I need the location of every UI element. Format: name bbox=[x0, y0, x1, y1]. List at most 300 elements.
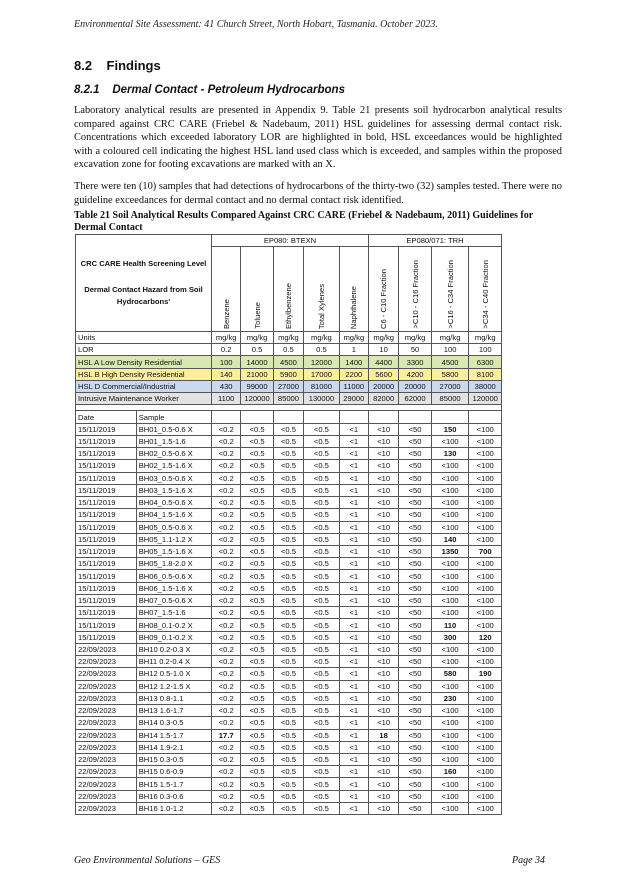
column-header: >C10 - C16 Fraction bbox=[399, 247, 431, 332]
result-cell: <50 bbox=[399, 448, 431, 460]
result-cell: <10 bbox=[368, 631, 398, 643]
result-cell: <100 bbox=[469, 472, 502, 484]
result-cell: <0.5 bbox=[273, 656, 303, 668]
result-cell: <0.2 bbox=[212, 778, 241, 790]
result-cell: <0.5 bbox=[241, 668, 273, 680]
result-cell: <50 bbox=[399, 594, 431, 606]
date-header: Date bbox=[76, 411, 137, 423]
result-cell: <100 bbox=[431, 729, 469, 741]
units-cell: mg/kg bbox=[241, 332, 273, 344]
result-cell: <50 bbox=[399, 778, 431, 790]
sample-id: BH06_0.5-0.6 X bbox=[136, 570, 211, 582]
result-cell: <0.2 bbox=[212, 472, 241, 484]
sample-id: BH12 0.5-1.0 X bbox=[136, 668, 211, 680]
table-row bbox=[76, 631, 502, 643]
sample-id: BH09_0.1-0.2 X bbox=[136, 631, 211, 643]
result-cell: <1 bbox=[339, 668, 368, 680]
result-cell: <0.5 bbox=[304, 607, 340, 619]
units-cell: mg/kg bbox=[212, 332, 241, 344]
guideline-value: 430 bbox=[212, 380, 241, 392]
result-cell: <0.2 bbox=[212, 448, 241, 460]
hazard-title: CRC CARE Health Screening Level bbox=[80, 259, 207, 268]
result-cell: <0.5 bbox=[241, 582, 273, 594]
result-cell: <1 bbox=[339, 656, 368, 668]
sample-id: BH05_1.1-1.2 X bbox=[136, 533, 211, 545]
result-cell: <0.5 bbox=[304, 472, 340, 484]
sample-id: BH11 0.2-0.4 X bbox=[136, 656, 211, 668]
result-cell: <0.5 bbox=[273, 631, 303, 643]
sample-id: BH15 0.6-0.9 bbox=[136, 766, 211, 778]
result-cell: <0.5 bbox=[304, 423, 340, 435]
units-cell: mg/kg bbox=[431, 332, 469, 344]
result-cell: <0.5 bbox=[241, 802, 273, 814]
table-row bbox=[76, 656, 502, 668]
table-row bbox=[76, 558, 502, 570]
result-cell: <1 bbox=[339, 460, 368, 472]
result-cell: <0.5 bbox=[241, 717, 273, 729]
units-cell: mg/kg bbox=[339, 332, 368, 344]
result-cell: <0.2 bbox=[212, 668, 241, 680]
sample-date: 15/11/2019 bbox=[76, 582, 137, 594]
result-cell: <10 bbox=[368, 472, 398, 484]
lor-cell: 1 bbox=[339, 344, 368, 356]
guideline-value: 21000 bbox=[241, 368, 273, 380]
sample-date: 22/09/2023 bbox=[76, 778, 137, 790]
table-row bbox=[76, 545, 502, 557]
guideline-label: Intrusive Maintenance Worker bbox=[76, 393, 212, 405]
guideline-label: HSL D Commercial/Industrial bbox=[76, 380, 212, 392]
result-cell: <100 bbox=[431, 558, 469, 570]
result-cell: <1 bbox=[339, 790, 368, 802]
result-cell: <0.5 bbox=[304, 619, 340, 631]
result-cell: <100 bbox=[469, 766, 502, 778]
result-cell: <0.2 bbox=[212, 435, 241, 447]
result-cell: <100 bbox=[431, 435, 469, 447]
result-cell: <0.5 bbox=[273, 766, 303, 778]
result-cell: <50 bbox=[399, 570, 431, 582]
result-cell: <50 bbox=[399, 582, 431, 594]
result-cell: <0.5 bbox=[273, 545, 303, 557]
sample-id: BH05_1.5-1.6 X bbox=[136, 545, 211, 557]
sample-id: BH13 1.6-1.7 bbox=[136, 705, 211, 717]
guideline-value: 62000 bbox=[399, 393, 431, 405]
table-row bbox=[76, 692, 502, 704]
lor-cell: 10 bbox=[368, 344, 398, 356]
result-cell: <0.5 bbox=[273, 741, 303, 753]
result-cell: <0.2 bbox=[212, 766, 241, 778]
result-cell: <0.5 bbox=[241, 619, 273, 631]
result-cell: <100 bbox=[469, 460, 502, 472]
group-header-trh: EP080/071: TRH bbox=[368, 235, 501, 247]
table-row bbox=[76, 753, 502, 765]
empty-cell bbox=[241, 411, 273, 423]
sample-date: 15/11/2019 bbox=[76, 423, 137, 435]
sample-date: 15/11/2019 bbox=[76, 521, 137, 533]
sample-date: 15/11/2019 bbox=[76, 607, 137, 619]
result-cell: 130 bbox=[431, 448, 469, 460]
result-cell: <50 bbox=[399, 545, 431, 557]
sample-date: 15/11/2019 bbox=[76, 509, 137, 521]
result-cell: <0.2 bbox=[212, 680, 241, 692]
lor-cell: 0.5 bbox=[273, 344, 303, 356]
sample-id: BH07_1.5-1.6 bbox=[136, 607, 211, 619]
result-cell: <100 bbox=[431, 509, 469, 521]
result-cell: <0.5 bbox=[304, 802, 340, 814]
sample-date: 15/11/2019 bbox=[76, 619, 137, 631]
table-row bbox=[76, 607, 502, 619]
result-cell: <100 bbox=[469, 484, 502, 496]
group-header-btexn: EP080: BTEXN bbox=[212, 235, 369, 247]
table-row bbox=[76, 790, 502, 802]
result-cell: <100 bbox=[431, 753, 469, 765]
result-cell: <100 bbox=[469, 533, 502, 545]
sample-date: 15/11/2019 bbox=[76, 594, 137, 606]
result-cell: <0.5 bbox=[241, 692, 273, 704]
empty-cell bbox=[273, 411, 303, 423]
lor-row bbox=[76, 344, 502, 356]
result-cell: <0.5 bbox=[304, 656, 340, 668]
sample-id: BH03_0.5-0.6 X bbox=[136, 472, 211, 484]
result-cell: <0.5 bbox=[241, 790, 273, 802]
units-cell: mg/kg bbox=[304, 332, 340, 344]
guideline-value: 29000 bbox=[339, 393, 368, 405]
result-cell: <0.5 bbox=[273, 509, 303, 521]
result-cell: <0.2 bbox=[212, 692, 241, 704]
guideline-value: 5800 bbox=[431, 368, 469, 380]
result-cell: <100 bbox=[469, 680, 502, 692]
result-cell: <10 bbox=[368, 582, 398, 594]
result-cell: <1 bbox=[339, 448, 368, 460]
result-cell: <0.5 bbox=[304, 509, 340, 521]
guideline-value: 100 bbox=[212, 356, 241, 368]
result-cell: <1 bbox=[339, 607, 368, 619]
lor-cell: 0.5 bbox=[241, 344, 273, 356]
result-cell: <10 bbox=[368, 607, 398, 619]
result-cell: <100 bbox=[469, 790, 502, 802]
result-cell: <10 bbox=[368, 692, 398, 704]
sample-date: 22/09/2023 bbox=[76, 790, 137, 802]
result-cell: <0.2 bbox=[212, 558, 241, 570]
sample-id: BH02_0.5-0.6 X bbox=[136, 448, 211, 460]
result-cell: <50 bbox=[399, 607, 431, 619]
result-cell: <100 bbox=[469, 497, 502, 509]
result-cell: <50 bbox=[399, 802, 431, 814]
section-number: 8.2 bbox=[74, 58, 93, 73]
empty-cell bbox=[431, 411, 469, 423]
guideline-value: 14000 bbox=[241, 356, 273, 368]
sample-id: BH05_0.5-0.6 X bbox=[136, 521, 211, 533]
result-cell: <0.5 bbox=[273, 717, 303, 729]
result-cell: <0.5 bbox=[273, 472, 303, 484]
guideline-value: 99000 bbox=[241, 380, 273, 392]
sample-id: BH15 1.5-1.7 bbox=[136, 778, 211, 790]
result-cell: <100 bbox=[431, 582, 469, 594]
result-cell: <100 bbox=[469, 509, 502, 521]
result-cell: <1 bbox=[339, 631, 368, 643]
result-cell: <1 bbox=[339, 497, 368, 509]
result-cell: <1 bbox=[339, 778, 368, 790]
result-cell: <10 bbox=[368, 570, 398, 582]
result-cell: <10 bbox=[368, 509, 398, 521]
guideline-value: 5600 bbox=[368, 368, 398, 380]
guideline-value: 11000 bbox=[339, 380, 368, 392]
lor-cell: 0.2 bbox=[212, 344, 241, 356]
result-cell: <50 bbox=[399, 766, 431, 778]
result-cell: <10 bbox=[368, 533, 398, 545]
guideline-value: 20000 bbox=[368, 380, 398, 392]
sample-date: 15/11/2019 bbox=[76, 533, 137, 545]
result-cell: <10 bbox=[368, 717, 398, 729]
guideline-value: 120000 bbox=[241, 393, 273, 405]
result-cell: <50 bbox=[399, 533, 431, 545]
result-cell: <100 bbox=[469, 619, 502, 631]
result-cell: <0.5 bbox=[304, 533, 340, 545]
result-cell: <50 bbox=[399, 741, 431, 753]
result-cell: <0.2 bbox=[212, 619, 241, 631]
sample-header-row bbox=[76, 411, 502, 423]
result-cell: <1 bbox=[339, 594, 368, 606]
guideline-value: 1400 bbox=[339, 356, 368, 368]
guideline-value: 4200 bbox=[399, 368, 431, 380]
guideline-value: 82000 bbox=[368, 393, 398, 405]
sample-id: BH14 1.5-1.7 bbox=[136, 729, 211, 741]
result-cell: <100 bbox=[469, 705, 502, 717]
guideline-value: 8100 bbox=[469, 368, 502, 380]
subsection-number: 8.2.1 bbox=[74, 84, 100, 96]
result-cell: <100 bbox=[431, 656, 469, 668]
result-cell: <0.2 bbox=[212, 484, 241, 496]
result-cell: <50 bbox=[399, 643, 431, 655]
result-cell: <100 bbox=[469, 656, 502, 668]
sample-date: 22/09/2023 bbox=[76, 656, 137, 668]
guideline-value: 1100 bbox=[212, 393, 241, 405]
result-cell: <0.5 bbox=[273, 778, 303, 790]
result-cell: <1 bbox=[339, 717, 368, 729]
column-header: C6 - C10 Fraction bbox=[368, 247, 398, 332]
result-cell: <100 bbox=[469, 448, 502, 460]
sample-date: 22/09/2023 bbox=[76, 753, 137, 765]
guideline-value: 4500 bbox=[431, 356, 469, 368]
result-cell: <50 bbox=[399, 484, 431, 496]
section-title: Findings bbox=[106, 58, 161, 73]
result-cell: <10 bbox=[368, 778, 398, 790]
result-cell: <100 bbox=[469, 729, 502, 741]
result-cell: <0.2 bbox=[212, 570, 241, 582]
sample-id: BH16 0.3-0.6 bbox=[136, 790, 211, 802]
sample-date: 15/11/2019 bbox=[76, 435, 137, 447]
guideline-value: 12000 bbox=[304, 356, 340, 368]
sample-date: 22/09/2023 bbox=[76, 643, 137, 655]
result-cell: <10 bbox=[368, 802, 398, 814]
result-cell: <50 bbox=[399, 435, 431, 447]
result-cell: <50 bbox=[399, 497, 431, 509]
result-cell: <100 bbox=[469, 558, 502, 570]
result-cell: <50 bbox=[399, 423, 431, 435]
result-cell: <0.5 bbox=[304, 582, 340, 594]
result-cell: <0.5 bbox=[304, 497, 340, 509]
result-cell: <0.5 bbox=[273, 692, 303, 704]
sample-date: 15/11/2019 bbox=[76, 545, 137, 557]
result-cell: <1 bbox=[339, 509, 368, 521]
summary-paragraph: There were ten (10) samples that had detections of hydrocarbons of the thirty-two (32) samples tested. There were no guideline exceedances for dermal contact and no dermal contact risk identified. bbox=[74, 181, 562, 206]
result-cell: <10 bbox=[368, 680, 398, 692]
table-row bbox=[76, 448, 502, 460]
result-cell: <0.2 bbox=[212, 717, 241, 729]
result-cell: <0.5 bbox=[273, 607, 303, 619]
result-cell: <50 bbox=[399, 790, 431, 802]
result-cell: <100 bbox=[469, 521, 502, 533]
result-cell: <0.2 bbox=[212, 460, 241, 472]
guideline-value: 85000 bbox=[273, 393, 303, 405]
result-cell: 110 bbox=[431, 619, 469, 631]
sample-date: 15/11/2019 bbox=[76, 472, 137, 484]
result-cell: <10 bbox=[368, 753, 398, 765]
result-cell: <0.5 bbox=[273, 533, 303, 545]
guideline-value: 27000 bbox=[273, 380, 303, 392]
result-cell: <50 bbox=[399, 509, 431, 521]
result-cell: <0.5 bbox=[304, 435, 340, 447]
result-cell: 150 bbox=[431, 423, 469, 435]
result-cell: <10 bbox=[368, 435, 398, 447]
sample-id: BH14 1.9-2.1 bbox=[136, 741, 211, 753]
result-cell: <10 bbox=[368, 766, 398, 778]
footer-company: Geo Environmental Solutions – GES bbox=[74, 855, 221, 866]
guideline-value: 4400 bbox=[368, 356, 398, 368]
result-cell: 1350 bbox=[431, 545, 469, 557]
result-cell: <100 bbox=[431, 680, 469, 692]
table-row bbox=[76, 484, 502, 496]
table-row bbox=[76, 766, 502, 778]
result-cell: <0.5 bbox=[304, 558, 340, 570]
empty-cell bbox=[304, 411, 340, 423]
result-cell: <0.2 bbox=[212, 705, 241, 717]
guideline-row bbox=[76, 368, 502, 380]
result-cell: <0.2 bbox=[212, 802, 241, 814]
empty-cell bbox=[399, 411, 431, 423]
result-cell: <10 bbox=[368, 497, 398, 509]
result-cell: <100 bbox=[431, 594, 469, 606]
result-cell: <0.5 bbox=[273, 594, 303, 606]
result-cell: <0.5 bbox=[304, 521, 340, 533]
result-cell: <1 bbox=[339, 533, 368, 545]
result-cell: <0.5 bbox=[304, 753, 340, 765]
result-cell: <0.5 bbox=[241, 521, 273, 533]
result-cell: <0.5 bbox=[241, 680, 273, 692]
result-cell: <1 bbox=[339, 680, 368, 692]
result-cell: <1 bbox=[339, 802, 368, 814]
table-row bbox=[76, 472, 502, 484]
result-cell: <0.2 bbox=[212, 643, 241, 655]
lor-cell: 0.5 bbox=[304, 344, 340, 356]
result-cell: <100 bbox=[469, 778, 502, 790]
result-cell: 120 bbox=[469, 631, 502, 643]
sample-date: 15/11/2019 bbox=[76, 631, 137, 643]
lor-cell: 50 bbox=[399, 344, 431, 356]
units-cell: mg/kg bbox=[399, 332, 431, 344]
intro-paragraph: Laboratory analytical results are presented in Appendix 9. Table 21 presents soil hydrocarbon analytical results compared against CRC CARE (Friebel & Nadebaum, 2011) HSL guidelines for assessing dermal contact risk. Concentrations which exceeded laboratory LOR are highlighted in bold, HSL exceedances would be highlighted with a coloured cell indicating the highest HSL land used class which is exceeded, and samples within the proposed excavation zone for footing excavations are marked with an X. bbox=[74, 105, 562, 171]
result-cell: 140 bbox=[431, 533, 469, 545]
table-row bbox=[76, 717, 502, 729]
result-cell: <0.5 bbox=[304, 668, 340, 680]
result-cell: <100 bbox=[469, 717, 502, 729]
result-cell: <0.2 bbox=[212, 533, 241, 545]
result-cell: <10 bbox=[368, 460, 398, 472]
result-cell: <100 bbox=[431, 460, 469, 472]
result-cell: <0.5 bbox=[241, 558, 273, 570]
result-cell: <10 bbox=[368, 619, 398, 631]
sample-date: 15/11/2019 bbox=[76, 448, 137, 460]
hazard-header-cell bbox=[76, 235, 212, 332]
result-cell: <0.5 bbox=[241, 594, 273, 606]
table-row bbox=[76, 509, 502, 521]
result-cell: <0.2 bbox=[212, 521, 241, 533]
result-cell: <100 bbox=[431, 705, 469, 717]
result-cell: <100 bbox=[469, 435, 502, 447]
column-header: Toluene bbox=[241, 247, 273, 332]
result-cell: <50 bbox=[399, 619, 431, 631]
result-cell: <1 bbox=[339, 570, 368, 582]
result-cell: <10 bbox=[368, 741, 398, 753]
result-cell: <0.5 bbox=[273, 558, 303, 570]
units-row bbox=[76, 332, 502, 344]
result-cell: <10 bbox=[368, 668, 398, 680]
result-cell: <0.5 bbox=[241, 460, 273, 472]
result-cell: <0.5 bbox=[304, 545, 340, 557]
result-cell: <50 bbox=[399, 717, 431, 729]
result-cell: <1 bbox=[339, 558, 368, 570]
result-cell: 17.7 bbox=[212, 729, 241, 741]
result-cell: <0.5 bbox=[304, 729, 340, 741]
column-header: >C34 - C40 Fraction bbox=[469, 247, 502, 332]
result-cell: 160 bbox=[431, 766, 469, 778]
guideline-value: 85000 bbox=[431, 393, 469, 405]
result-cell: <1 bbox=[339, 484, 368, 496]
column-header: Total Xylenes bbox=[304, 247, 340, 332]
result-cell: <0.5 bbox=[273, 790, 303, 802]
table-caption: Table 21 Soil Analytical Results Compared Against CRC CARE (Friebel & Nadebaum, 2011) Guidelines for Dermal Contact bbox=[74, 210, 534, 233]
result-cell: <10 bbox=[368, 521, 398, 533]
table-row bbox=[76, 594, 502, 606]
result-cell: <0.5 bbox=[273, 753, 303, 765]
result-cell: <1 bbox=[339, 619, 368, 631]
result-cell: <0.5 bbox=[304, 692, 340, 704]
result-cell: <100 bbox=[431, 484, 469, 496]
result-cell: <50 bbox=[399, 680, 431, 692]
result-cell: <100 bbox=[469, 692, 502, 704]
result-cell: <0.5 bbox=[273, 680, 303, 692]
result-cell: <100 bbox=[431, 741, 469, 753]
sample-header: Sample bbox=[136, 411, 211, 423]
result-cell: <100 bbox=[469, 802, 502, 814]
result-cell: <10 bbox=[368, 790, 398, 802]
sample-id: BH01_1.5-1.6 bbox=[136, 435, 211, 447]
sample-id: BH06_1.5-1.6 X bbox=[136, 582, 211, 594]
sample-date: 15/11/2019 bbox=[76, 558, 137, 570]
sample-id: BH14 0.3-0.5 bbox=[136, 717, 211, 729]
units-label: Units bbox=[76, 332, 212, 344]
guideline-label: HSL A Low Density Residential bbox=[76, 356, 212, 368]
guideline-value: 2200 bbox=[339, 368, 368, 380]
guideline-value: 130000 bbox=[304, 393, 340, 405]
result-cell: <50 bbox=[399, 668, 431, 680]
result-cell: <0.5 bbox=[241, 472, 273, 484]
result-cell: <100 bbox=[469, 582, 502, 594]
result-cell: <100 bbox=[469, 594, 502, 606]
result-cell: <0.2 bbox=[212, 607, 241, 619]
result-cell: <1 bbox=[339, 423, 368, 435]
column-header: Ethylbenzene bbox=[273, 247, 303, 332]
result-cell: <0.5 bbox=[304, 778, 340, 790]
